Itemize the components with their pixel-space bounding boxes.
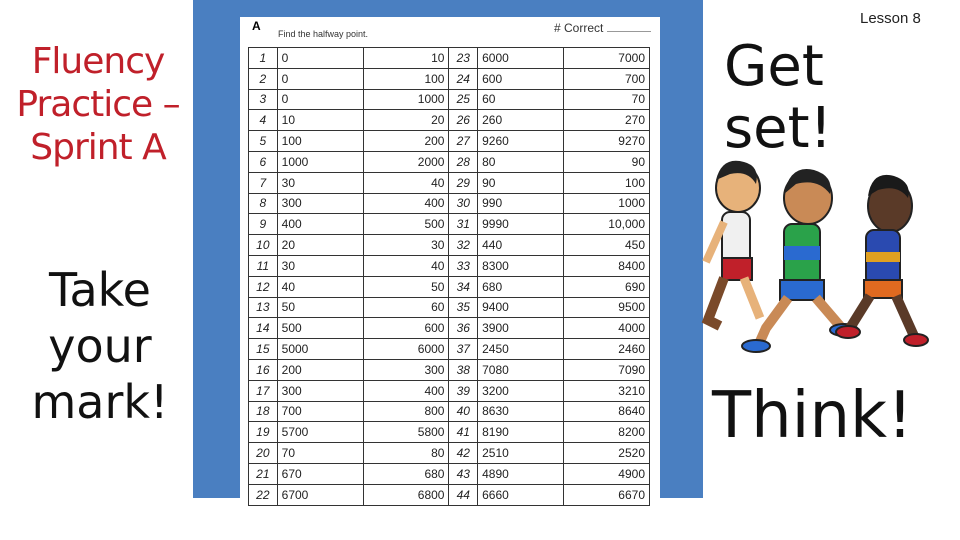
start-value-cell: 50 — [277, 297, 363, 318]
start-value-cell: 6000 — [478, 48, 564, 69]
start-value-cell: 70 — [277, 443, 363, 464]
sheet-instruction: Find the halfway point. — [278, 29, 369, 39]
start-value-cell: 8630 — [478, 401, 564, 422]
problem-number-cell: 27 — [449, 131, 478, 152]
problem-number-cell: 32 — [449, 235, 478, 256]
table-row — [249, 172, 650, 193]
end-value-cell: 7000 — [564, 48, 650, 69]
table-row — [249, 463, 650, 484]
table-row — [249, 359, 650, 380]
problem-number-cell: 3 — [249, 89, 278, 110]
end-value-cell: 4900 — [564, 463, 650, 484]
problem-number-cell: 43 — [449, 463, 478, 484]
end-value-cell: 8200 — [564, 422, 650, 443]
end-value-cell: 40 — [363, 172, 449, 193]
problem-number-cell: 26 — [449, 110, 478, 131]
end-value-cell: 40 — [363, 255, 449, 276]
start-value-cell: 6700 — [277, 484, 363, 505]
runners-illustration — [700, 150, 930, 360]
problem-number-cell: 14 — [249, 318, 278, 339]
start-value-cell: 9400 — [478, 297, 564, 318]
table-row — [249, 255, 650, 276]
start-value-cell: 0 — [277, 89, 363, 110]
table-row — [249, 131, 650, 152]
start-value-cell: 680 — [478, 276, 564, 297]
end-value-cell: 4000 — [564, 318, 650, 339]
start-value-cell: 80 — [478, 151, 564, 172]
problem-number-cell: 29 — [449, 172, 478, 193]
end-value-cell: 400 — [363, 193, 449, 214]
start-value-cell: 10 — [277, 110, 363, 131]
table-row — [249, 297, 650, 318]
end-value-cell: 9500 — [564, 297, 650, 318]
end-value-cell: 100 — [363, 68, 449, 89]
correct-label: # Correct — [554, 21, 604, 35]
end-value-cell: 6670 — [564, 484, 650, 505]
problem-number-cell: 18 — [249, 401, 278, 422]
table-row — [249, 235, 650, 256]
start-value-cell: 8190 — [478, 422, 564, 443]
lesson-label: Lesson 8 — [860, 10, 921, 27]
end-value-cell: 450 — [564, 235, 650, 256]
problem-table — [248, 47, 650, 506]
start-value-cell: 3900 — [478, 318, 564, 339]
end-value-cell: 10,000 — [564, 214, 650, 235]
start-value-cell: 20 — [277, 235, 363, 256]
start-value-cell: 1000 — [277, 151, 363, 172]
problem-number-cell: 7 — [249, 172, 278, 193]
end-value-cell: 6000 — [363, 339, 449, 360]
end-value-cell: 70 — [564, 89, 650, 110]
start-value-cell: 5700 — [277, 422, 363, 443]
problem-number-cell: 41 — [449, 422, 478, 443]
end-value-cell: 700 — [564, 68, 650, 89]
start-value-cell: 0 — [277, 48, 363, 69]
problem-number-cell: 22 — [249, 484, 278, 505]
end-value-cell: 600 — [363, 318, 449, 339]
end-value-cell: 60 — [363, 297, 449, 318]
slide-title: Fluency Practice – Sprint A — [16, 41, 180, 168]
end-value-cell: 8400 — [564, 255, 650, 276]
end-value-cell: 80 — [363, 443, 449, 464]
start-value-cell: 3200 — [478, 380, 564, 401]
take-your-mark-caption: Take your mark! — [31, 263, 169, 429]
problem-number-cell: 21 — [249, 463, 278, 484]
problem-number-cell: 28 — [449, 151, 478, 172]
table-row — [249, 318, 650, 339]
table-row — [249, 443, 650, 464]
end-value-cell: 500 — [363, 214, 449, 235]
problem-number-cell: 25 — [449, 89, 478, 110]
start-value-cell: 100 — [277, 131, 363, 152]
end-value-cell: 680 — [363, 463, 449, 484]
sheet-letter: A — [252, 19, 261, 33]
get-set-caption: Get set! — [724, 34, 833, 161]
problem-number-cell: 20 — [249, 443, 278, 464]
table-row — [249, 193, 650, 214]
problem-number-cell: 31 — [449, 214, 478, 235]
problem-number-cell: 33 — [449, 255, 478, 276]
end-value-cell: 400 — [363, 380, 449, 401]
problem-number-cell: 13 — [249, 297, 278, 318]
start-value-cell: 7080 — [478, 359, 564, 380]
problem-number-cell: 40 — [449, 401, 478, 422]
start-value-cell: 30 — [277, 172, 363, 193]
end-value-cell: 270 — [564, 110, 650, 131]
end-value-cell: 7090 — [564, 359, 650, 380]
problem-number-cell: 11 — [249, 255, 278, 276]
start-value-cell: 30 — [277, 255, 363, 276]
runner-right — [836, 175, 928, 346]
start-value-cell: 9260 — [478, 131, 564, 152]
end-value-cell: 10 — [363, 48, 449, 69]
table-row — [249, 276, 650, 297]
end-value-cell: 3210 — [564, 380, 650, 401]
start-value-cell: 90 — [478, 172, 564, 193]
end-value-cell: 200 — [363, 131, 449, 152]
end-value-cell: 5800 — [363, 422, 449, 443]
problem-number-cell: 17 — [249, 380, 278, 401]
sprint-worksheet — [240, 17, 660, 505]
start-value-cell: 2510 — [478, 443, 564, 464]
problem-number-cell: 39 — [449, 380, 478, 401]
problem-number-cell: 2 — [249, 68, 278, 89]
start-value-cell: 9990 — [478, 214, 564, 235]
start-value-cell: 60 — [478, 89, 564, 110]
end-value-cell: 1000 — [363, 89, 449, 110]
end-value-cell: 50 — [363, 276, 449, 297]
table-row — [249, 89, 650, 110]
start-value-cell: 8300 — [478, 255, 564, 276]
end-value-cell: 6800 — [363, 484, 449, 505]
start-value-cell: 6660 — [478, 484, 564, 505]
start-value-cell: 300 — [277, 193, 363, 214]
start-value-cell: 400 — [277, 214, 363, 235]
problem-number-cell: 37 — [449, 339, 478, 360]
start-value-cell: 500 — [277, 318, 363, 339]
start-value-cell: 2450 — [478, 339, 564, 360]
problem-number-cell: 23 — [449, 48, 478, 69]
start-value-cell: 300 — [277, 380, 363, 401]
problem-number-cell: 12 — [249, 276, 278, 297]
runner-left — [706, 161, 760, 326]
problem-number-cell: 9 — [249, 214, 278, 235]
start-value-cell: 4890 — [478, 463, 564, 484]
table-row — [249, 151, 650, 172]
table-row — [249, 484, 650, 505]
table-row — [249, 110, 650, 131]
problem-number-cell: 24 — [449, 68, 478, 89]
end-value-cell: 20 — [363, 110, 449, 131]
start-value-cell: 0 — [277, 68, 363, 89]
end-value-cell: 8640 — [564, 401, 650, 422]
problem-number-cell: 42 — [449, 443, 478, 464]
table-row — [249, 339, 650, 360]
end-value-cell: 690 — [564, 276, 650, 297]
problem-number-cell: 1 — [249, 48, 278, 69]
correct-blank-line — [607, 31, 651, 32]
table-row — [249, 422, 650, 443]
end-value-cell: 1000 — [564, 193, 650, 214]
table-row — [249, 48, 650, 69]
problem-number-cell: 5 — [249, 131, 278, 152]
problem-number-cell: 34 — [449, 276, 478, 297]
start-value-cell: 260 — [478, 110, 564, 131]
problem-number-cell: 30 — [449, 193, 478, 214]
correct-count-field — [554, 21, 651, 35]
table-row — [249, 380, 650, 401]
problem-number-cell: 6 — [249, 151, 278, 172]
problem-number-cell: 35 — [449, 297, 478, 318]
problem-number-cell: 10 — [249, 235, 278, 256]
end-value-cell: 2520 — [564, 443, 650, 464]
start-value-cell: 990 — [478, 193, 564, 214]
problem-number-cell: 15 — [249, 339, 278, 360]
end-value-cell: 2000 — [363, 151, 449, 172]
start-value-cell: 700 — [277, 401, 363, 422]
table-row — [249, 214, 650, 235]
think-caption: Think! — [712, 379, 913, 453]
problem-number-cell: 8 — [249, 193, 278, 214]
problem-number-cell: 36 — [449, 318, 478, 339]
end-value-cell: 2460 — [564, 339, 650, 360]
start-value-cell: 670 — [277, 463, 363, 484]
end-value-cell: 800 — [363, 401, 449, 422]
problem-number-cell: 44 — [449, 484, 478, 505]
problem-number-cell: 16 — [249, 359, 278, 380]
start-value-cell: 600 — [478, 68, 564, 89]
table-row — [249, 68, 650, 89]
end-value-cell: 30 — [363, 235, 449, 256]
end-value-cell: 90 — [564, 151, 650, 172]
end-value-cell: 9270 — [564, 131, 650, 152]
problem-number-cell: 4 — [249, 110, 278, 131]
problem-number-cell: 19 — [249, 422, 278, 443]
end-value-cell: 100 — [564, 172, 650, 193]
end-value-cell: 300 — [363, 359, 449, 380]
table-row — [249, 401, 650, 422]
start-value-cell: 40 — [277, 276, 363, 297]
problem-number-cell: 38 — [449, 359, 478, 380]
start-value-cell: 440 — [478, 235, 564, 256]
start-value-cell: 200 — [277, 359, 363, 380]
start-value-cell: 5000 — [277, 339, 363, 360]
